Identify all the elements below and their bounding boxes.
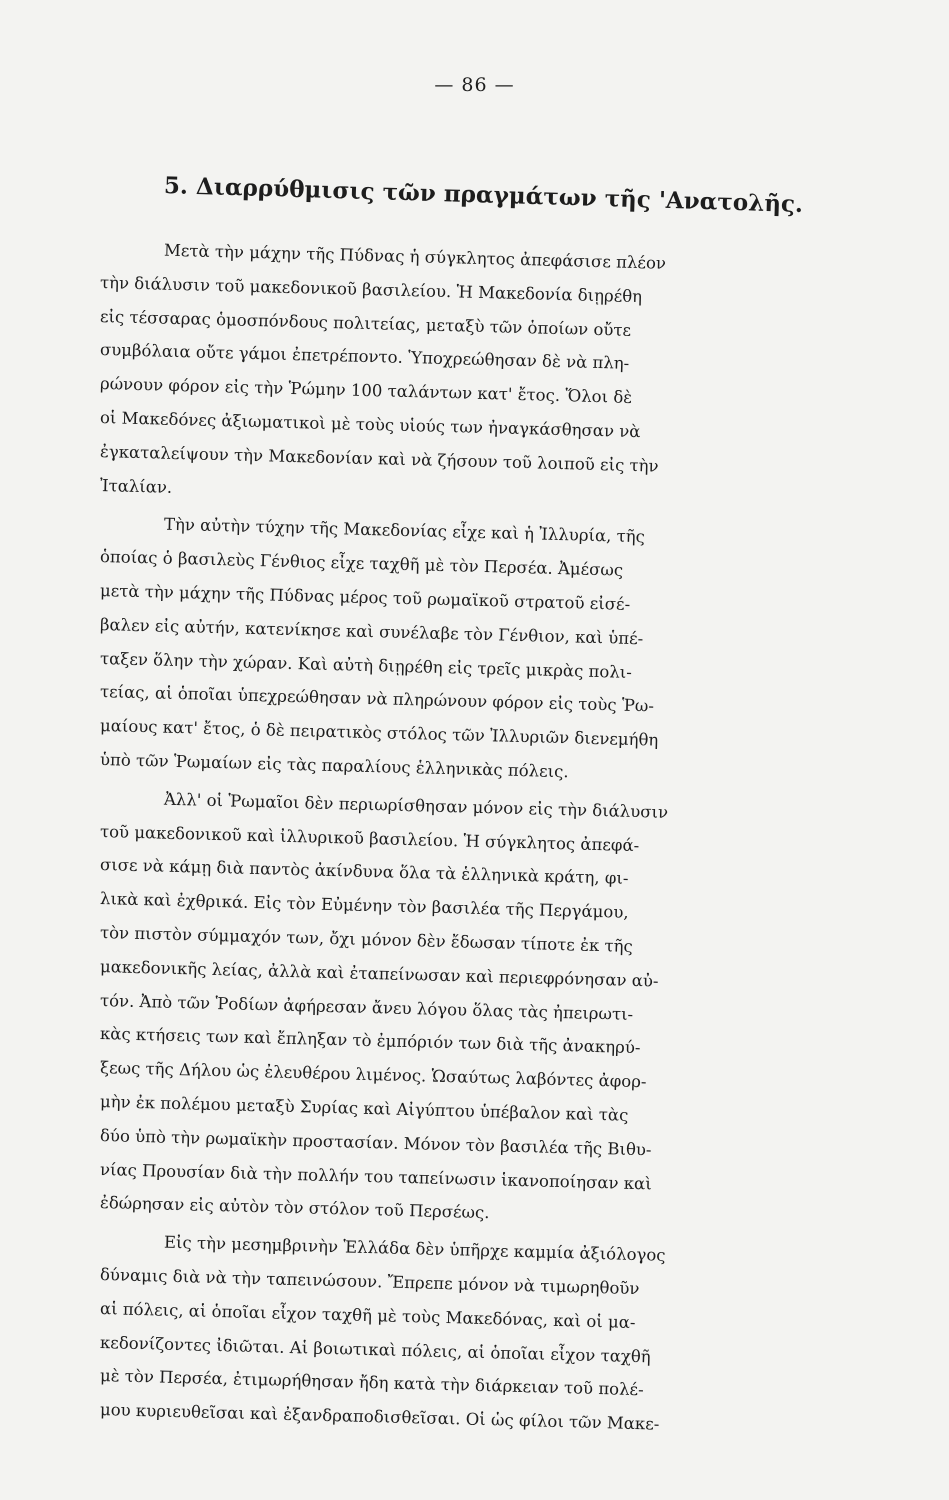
- text-line: ρώνουν φόρον εἰς τὴν Ῥώμην 100 ταλάντων κατ' ἔτος. Ὅλοι δὲ: [99, 374, 633, 408]
- text-line: ἐγκαταλείψουν τὴν Μακεδονίαν καὶ νὰ ζήσουν τοῦ λοιποῦ εἰς τὴν: [99, 441, 659, 476]
- text-line: μαίους κατ' ἔτος, ὁ δὲ πειρατικὸς στόλος τῶν Ἰλλυριῶν διενεμήθη: [99, 716, 659, 750]
- paragraph-3: [99, 781, 860, 1223]
- text-line: σισε νὰ κάμῃ διὰ παντὸς ἀκίνδυνα ὅλα τὰ ἑλληνικὰ κράτη, φι-: [99, 855, 629, 889]
- text-line: κὰς κτήσεις των καὶ ἔπληξαν τὸ ἐμπόριόν των διὰ τῆς ἀνακηρύ-: [99, 1024, 641, 1058]
- text-line: ταξεν ὅλην τὴν χώραν. Καὶ αὐτὴ διῃρέθη εἰς τρεῖς μικρὰς πολι-: [99, 648, 633, 682]
- text-line: συμβόλαια οὔτε γάμοι ἐπετρέποντο. Ὑποχρεώθησαν δὲ νὰ πλη-: [99, 340, 630, 374]
- text-line: Εἰς τὴν μεσημβρινὴν Ἑλλάδα δὲν ὑπῆρχε καμμία ἀξιόλογος: [163, 1232, 666, 1265]
- body-text: [99, 232, 860, 1434]
- text-line: δύναμις διὰ νὰ τὴν ταπεινώσουν. Ἔπρεπε μόνον νὰ τιμωρηθοῦν: [99, 1264, 640, 1299]
- text-line: Μετὰ τὴν μάχην τῆς Πύδνας ἡ σύγκλητος ἀπεφάσισε πλέον: [163, 240, 667, 273]
- text-line: μου κυριευθεῖσαι καὶ ἐξανδραποδισθεῖσαι. Οἱ ὡς φίλοι τῶν Μακε-: [99, 1400, 660, 1434]
- text-line: λικὰ καὶ ἐχθρικά. Εἰς τὸν Εὐμένην τὸν βασιλέα τῆς Περγάμου,: [99, 889, 629, 922]
- text-line: μακεδονικῆς λείας, ἀλλὰ καὶ ἐταπείνωσαν καὶ περιεφρόνησαν αὐ-: [99, 956, 659, 991]
- text-line: Τὴν αὐτὴν τύχην τῆς Μακεδονίας εἶχε καὶ ἡ Ἰλλυρία, τῆς: [163, 515, 646, 547]
- text-line: ἐδώρησαν εἰς αὐτὸν τὸν στόλον τοῦ Περσέως.: [99, 1193, 490, 1223]
- text-line: Ἰταλίαν.: [99, 475, 173, 497]
- paragraph-1: [100, 232, 860, 502]
- text-line: μετὰ τὴν μάχην τῆς Πύδνας μέρος τοῦ ρωμαϊκοῦ στρατοῦ εἰσέ-: [99, 580, 631, 614]
- text-line: εἰς τέσσαρας ὁμοσπόνδους πολιτείας, μεταξὺ τῶν ὁποίων οὔτε: [99, 306, 632, 340]
- text-line: τόν. Ἀπὸ τῶν Ῥοδίων ἀφήρεσαν ἄνευ λόγου ὅλας τὰς ἠπειρωτι-: [99, 990, 634, 1024]
- text-line: βαλεν εἰς αὐτήν, κατενίκησε καὶ συνέλαβε τὸν Γένθιον, καὶ ὑπέ-: [99, 614, 644, 648]
- text-line: τὸν πιστὸν σύμμαχόν των, ὄχι μόνον δὲν ἔδωσαν τίποτε ἐκ τῆς: [99, 922, 634, 956]
- paragraph-2: [99, 506, 860, 782]
- text-line: τοῦ μακεδονικοῦ καὶ ἰλλυρικοῦ βασιλείου. Ἡ σύγκλητος ἀπεφά-: [99, 821, 640, 855]
- paragraph-4: [99, 1224, 860, 1434]
- text-line: κεδονίζοντες ἰδιῶται. Αἱ βοιωτικαὶ πόλεις, αἱ ὁποῖαι εἶχον ταχθῆ: [99, 1332, 651, 1366]
- text-line: ὑπὸ τῶν Ῥωμαίων εἰς τὰς παραλίους ἑλληνικὰς πόλεις.: [99, 749, 569, 782]
- text-line: δύο ὑπὸ τὴν ρωμαϊκὴν προστασίαν. Μόνον τὸν βασιλέα τῆς Βιθυ-: [99, 1125, 652, 1160]
- page-number: — 86 —: [434, 74, 515, 96]
- text-line: Ἀλλ' οἱ Ῥωμαῖοι δὲν περιωρίσθησαν μόνον εἰς τὴν διάλυσιν: [163, 789, 669, 822]
- text-line: τείας, αἱ ὁποῖαι ὑπεχρεώθησαν νὰ πληρώνουν φόρον εἰς τοὺς Ῥω-: [99, 682, 655, 716]
- section-title: 5. Διαρρύθμισις τῶν πραγμάτων τῆς 'Ανατολῆς.: [163, 172, 804, 218]
- text-line: ὁποίας ὁ βασιλεὺς Γένθιος εἶχε ταχθῆ μὲ τὸν Περσέα. Ἀμέσως: [99, 547, 624, 580]
- text-line: ξεως τῆς Δήλου ὡς ἐλευθέρου λιμένος. Ὡσαύτως λαβόντες ἀφορ-: [99, 1058, 647, 1092]
- text-line: οἱ Μακεδόνες ἀξιωματικοὶ μὲ τοὺς υἱούς των ἠναγκάσθησαν νὰ: [99, 407, 641, 442]
- text-line: τὴν διάλυσιν τοῦ μακεδονικοῦ βασιλείου. Ἡ Μακεδονία διῃρέθη: [99, 272, 643, 306]
- text-line: νίας Προυσίαν διὰ τὴν πολλήν του ταπείνωσιν ἱκανοποίησαν καὶ: [99, 1159, 652, 1193]
- text-line: μὴν ἐκ πολέμου μεταξὺ Συρίας καὶ Αἰγύπτου ὑπέβαλον καὶ τὰς: [99, 1091, 629, 1125]
- text-line: αἱ πόλεις, αἱ ὁποῖαι εἶχον ταχθῆ μὲ τοὺς Μακεδόνας, καὶ οἱ μα-: [99, 1298, 636, 1332]
- text-line: μὲ τὸν Περσέα, ἐτιμωρήθησαν ἤδη κατὰ τὴν διάρκειαν τοῦ πολέ-: [99, 1366, 644, 1400]
